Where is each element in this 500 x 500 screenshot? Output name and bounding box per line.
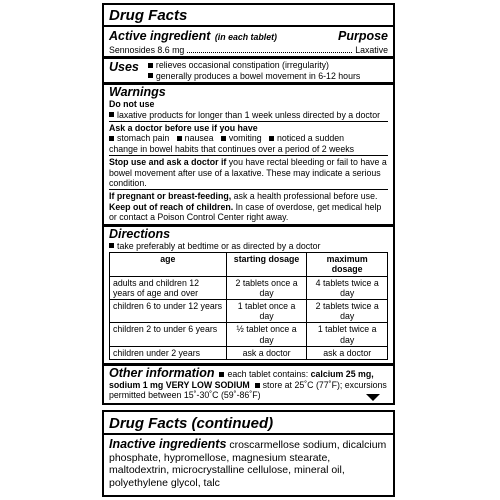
do-not-use-item: laxative products for longer than 1 week unless directed by a doctor bbox=[109, 110, 388, 120]
table-cell: 2 tablets once a day bbox=[226, 276, 307, 299]
drug-facts-continued-panel bbox=[102, 410, 395, 497]
inactive-ingredients-text: croscarmellose sodium, dicalcium phosphate, hypromellose, magnesium stearate, maltodextrin, microcrystalline cellulose, mineral oil, polyethylene glycol, talc bbox=[109, 439, 387, 489]
table-cell: 4 tablets twice a day bbox=[307, 276, 388, 299]
other-information-section: Other information each tablet contains: calcium 25 mg, sodium 1 mg VERY LOW SODIUM store at 25˚C (77˚F); excursions permitted between 15˚-30˚C (59˚-86˚F) bbox=[109, 365, 387, 401]
drug-facts-panel bbox=[102, 3, 395, 405]
table-header: starting dosage bbox=[226, 253, 307, 276]
inactive-ingredients-title: Inactive ingredients bbox=[109, 437, 227, 451]
table-cell: 1 tablet once a day bbox=[226, 299, 307, 322]
uses-item: relieves occasional constipation (irregularity) bbox=[148, 60, 360, 70]
bullet-icon bbox=[109, 243, 114, 248]
purpose-title: Purpose bbox=[337, 29, 388, 43]
table-cell: 2 tablets twice a day bbox=[307, 299, 388, 322]
table-cell: children under 2 years bbox=[110, 346, 227, 359]
keep-out-text: Keep out of reach of children. In case of overdose, get medical help or contact a Poison Control Center right away. bbox=[109, 201, 382, 223]
do-not-use-title: Do not use bbox=[109, 99, 155, 110]
table-header-row bbox=[110, 253, 388, 276]
inactive-ingredients-section bbox=[109, 437, 388, 489]
calcium-sodium-text: calcium 25 mg, sodium 1 mg VERY LOW SODIUM bbox=[109, 368, 374, 390]
warnings-title: Warnings bbox=[109, 85, 166, 100]
table-cell: ask a doctor bbox=[307, 346, 388, 359]
table-cell: ½ tablet once a day bbox=[226, 323, 307, 346]
pregnant-text: If pregnant or breast-feeding, ask a health professional before use. bbox=[109, 191, 378, 202]
table-cell: children 6 to under 12 years bbox=[110, 299, 227, 322]
table-header: age bbox=[110, 253, 227, 276]
other-information-title: Other information bbox=[109, 365, 215, 380]
active-ingredient-title: Active ingredient bbox=[109, 29, 211, 43]
bullet-icon bbox=[177, 136, 182, 141]
drug-facts-continued-title: Drug Facts (continued) bbox=[109, 415, 274, 432]
dosage-table bbox=[109, 252, 388, 360]
table-cell: children 2 to under 6 years bbox=[110, 323, 227, 346]
table-row bbox=[110, 346, 388, 359]
bullet-icon bbox=[219, 372, 224, 377]
table-cell: adults and children 12 years of age and over bbox=[110, 276, 227, 299]
stop-use-text: Stop use and ask a doctor if you have rectal bleeding or fail to have a bowel movement after use of a laxative. These may indicate a serious condition. bbox=[109, 157, 387, 189]
table-header: maximum dosage bbox=[307, 253, 388, 276]
table-cell: 1 tablet twice a day bbox=[307, 323, 388, 346]
uses-section bbox=[109, 60, 388, 81]
warnings-section bbox=[109, 85, 388, 222]
ingredient-purpose: Laxative bbox=[355, 45, 388, 55]
continued-arrow-icon bbox=[366, 394, 380, 401]
table-cell: ask a doctor bbox=[226, 346, 307, 359]
bullet-icon bbox=[148, 63, 153, 68]
table-row bbox=[110, 299, 388, 322]
directions-section bbox=[109, 227, 388, 360]
drug-facts-title: Drug Facts bbox=[109, 7, 188, 24]
ask-doctor-items: stomach pain nausea vomiting noticed a sudden bbox=[109, 133, 388, 143]
table-row bbox=[110, 276, 388, 299]
ingredient-row bbox=[109, 45, 388, 55]
uses-item: generally produces a bowel movement in 6-12 hours bbox=[148, 71, 360, 81]
bullet-icon bbox=[109, 112, 114, 117]
uses-title: Uses bbox=[109, 60, 139, 75]
ask-doctor-title: Ask a doctor before use if you have bbox=[109, 123, 258, 134]
ingredient-name: Sennosides 8.6 mg bbox=[109, 45, 185, 55]
bullet-icon bbox=[148, 73, 153, 78]
ask-doctor-continued: change in bowel habits that continues over a period of 2 weeks bbox=[109, 143, 355, 154]
bullet-icon bbox=[255, 383, 260, 388]
table-row bbox=[110, 323, 388, 346]
bullet-icon bbox=[269, 136, 274, 141]
storage-text: store at 25˚C (77˚F); excursions permitted between 15˚-30˚C (59˚-86˚F) bbox=[109, 379, 387, 401]
directions-item: take preferably at bedtime or as directed by a doctor bbox=[109, 241, 388, 251]
bullet-icon bbox=[109, 136, 114, 141]
directions-title: Directions bbox=[109, 226, 171, 241]
active-ingredient-header bbox=[109, 27, 388, 45]
bullet-icon bbox=[221, 136, 226, 141]
active-ingredient-subtitle: (in each tablet) bbox=[214, 32, 277, 42]
